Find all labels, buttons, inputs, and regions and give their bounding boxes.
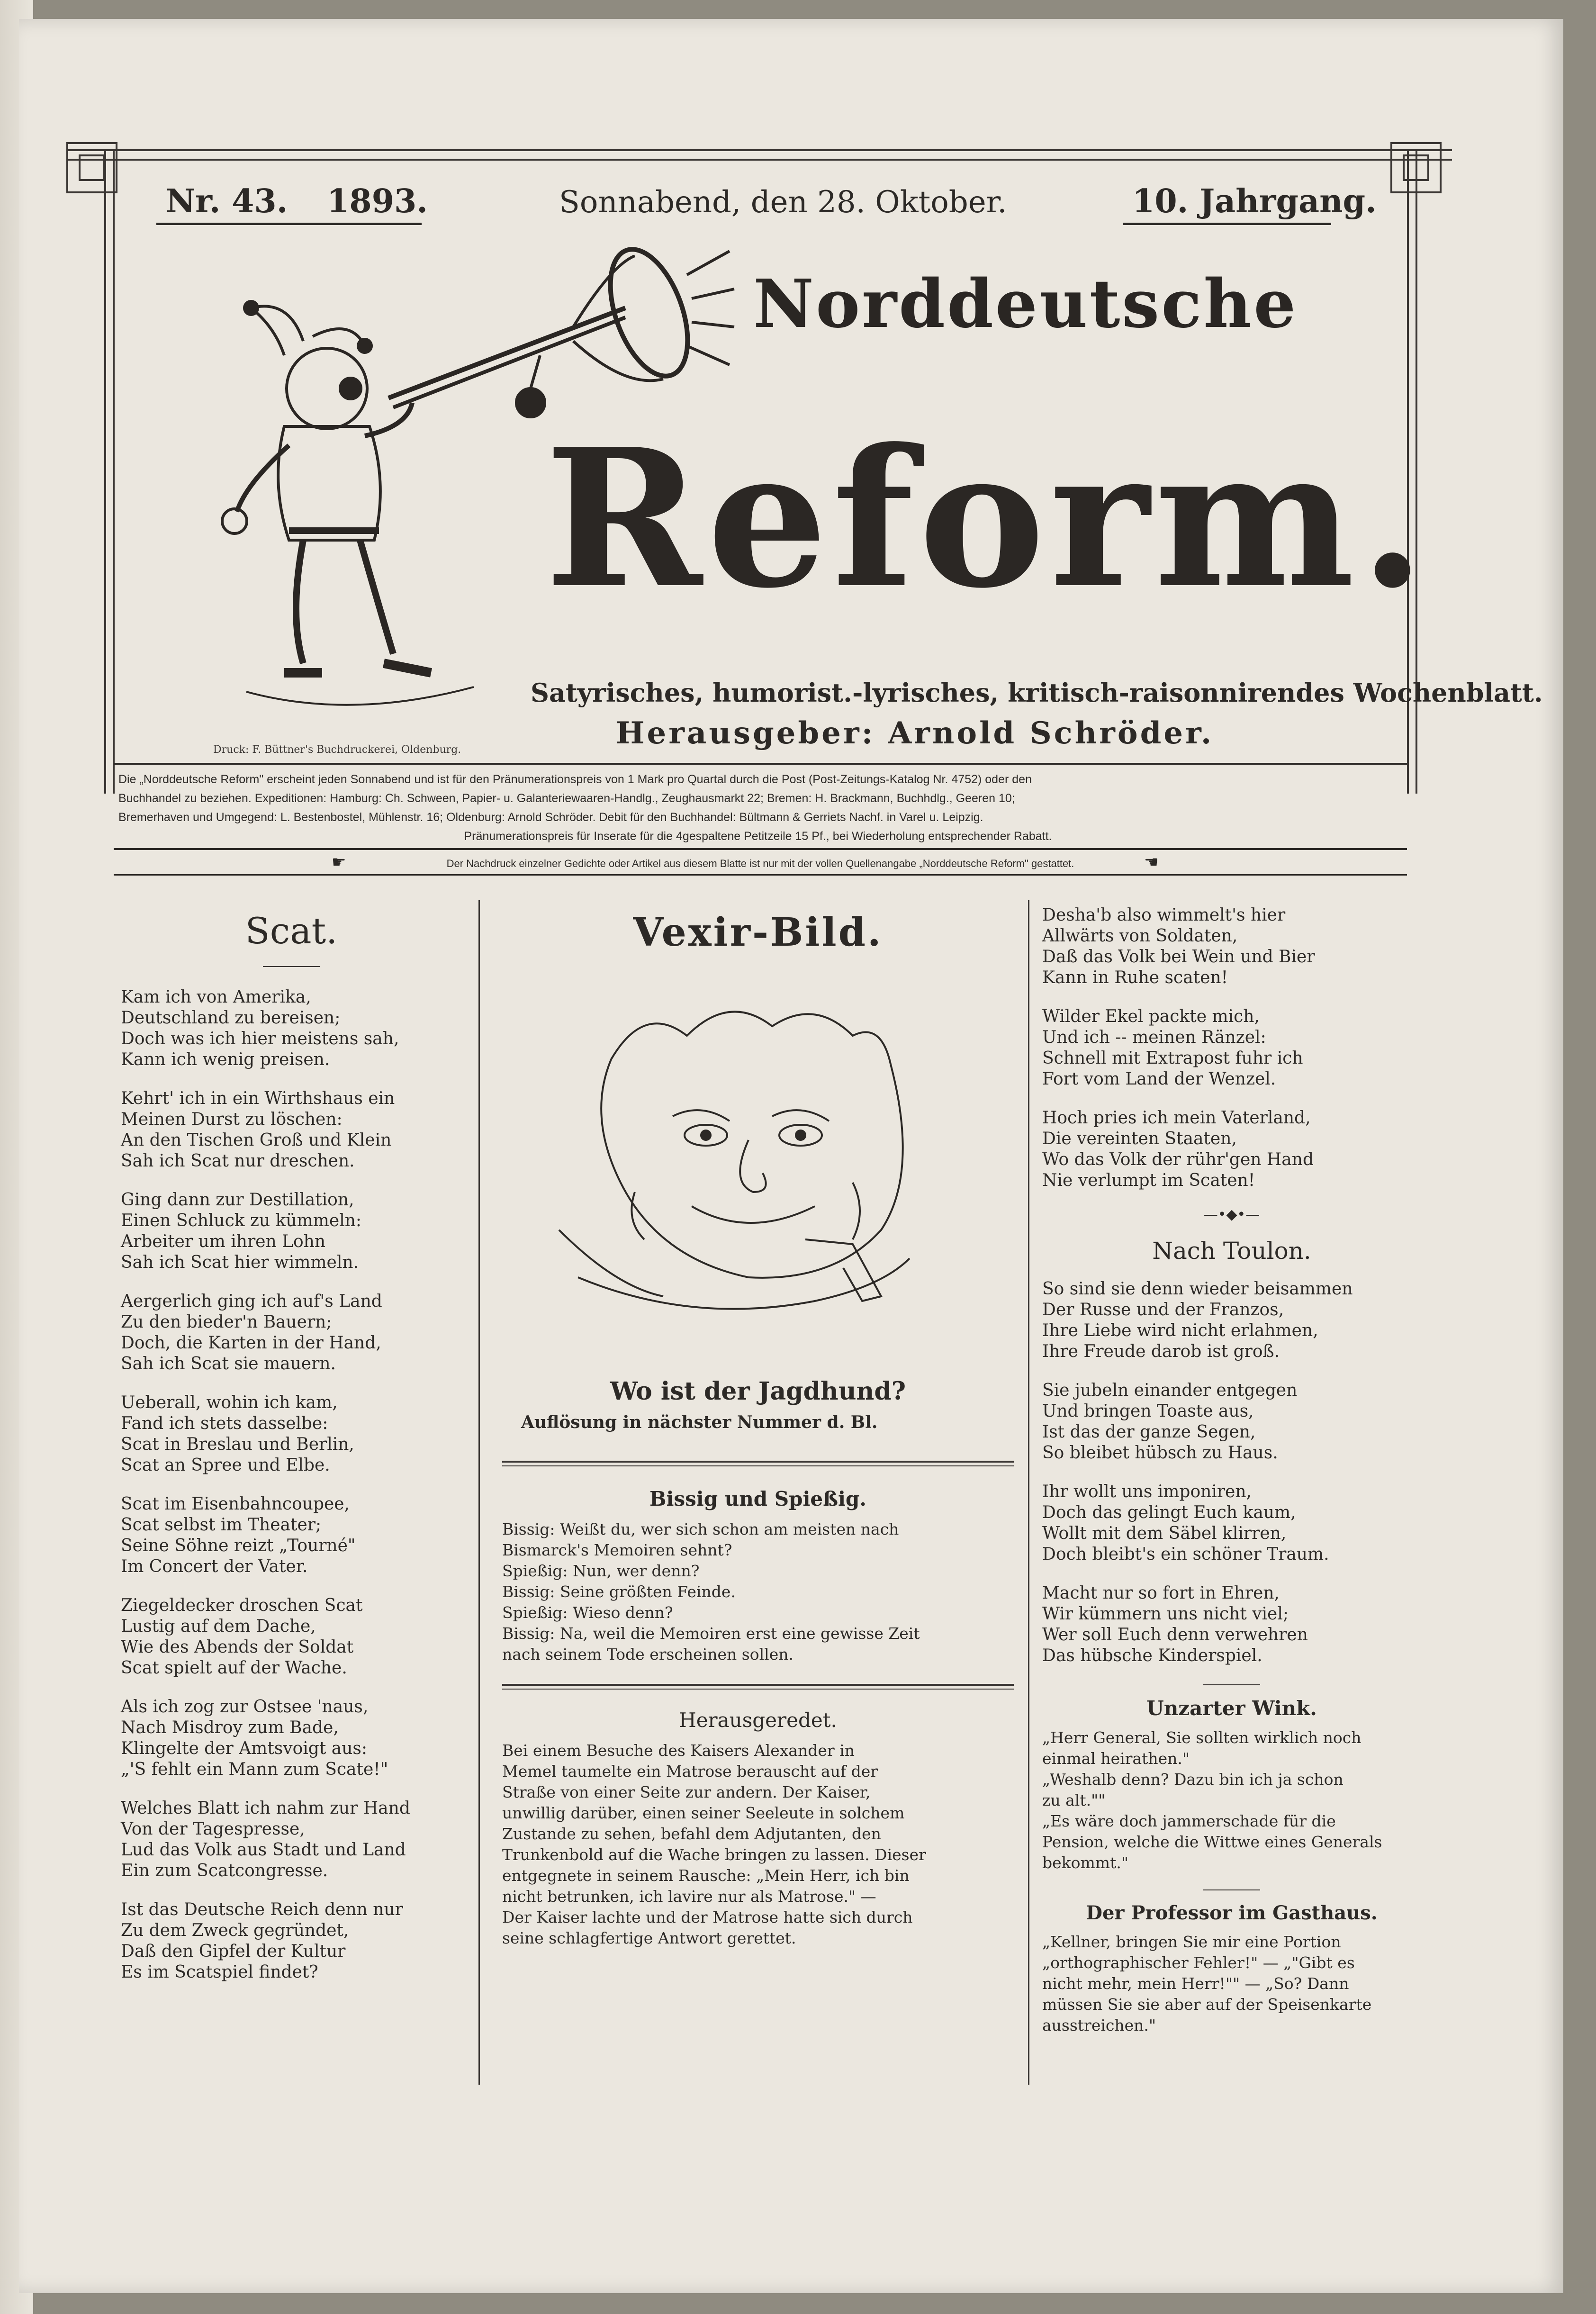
poem-line: Als ich zog zur Ostsee 'naus,	[121, 1697, 369, 1717]
poem-line: Und ich -- meinen Ränzel:	[1042, 1028, 1266, 1047]
anecdote-line: Trunkenbold auf die Wache bringen zu lassen. Dieser	[502, 1845, 926, 1864]
dialog-line: Spießig: Wieso denn?	[502, 1603, 673, 1622]
poem-line: Meinen Durst zu löschen:	[121, 1110, 343, 1129]
frame-corner-ornament	[66, 142, 117, 193]
stanza	[121, 1291, 462, 1374]
poem-scat-continued	[1042, 905, 1421, 1191]
info-box-bottom-rule	[114, 848, 1407, 850]
poem-line: Zu dem Zweck gegründet,	[121, 1921, 349, 1940]
poem-line: Doch, die Karten in der Hand,	[121, 1333, 381, 1353]
wink-line: Pension, welche die Wittwe eines Generals	[1042, 1833, 1382, 1851]
frame-border-top	[66, 149, 1452, 161]
stanza	[121, 1088, 462, 1172]
header-bottom-rule	[114, 874, 1407, 876]
masthead-publisher: Herausgeber: Arnold Schröder.	[616, 715, 1214, 751]
poem-line: Zu den bieder'n Bauern;	[121, 1312, 332, 1332]
stanza	[121, 1595, 462, 1679]
anecdote-line: Memel taumelte ein Matrose berauscht auf der	[502, 1762, 878, 1781]
poem-line: Scat an Spree und Elbe.	[121, 1455, 330, 1475]
poem-line: Es im Scatspiel findet?	[121, 1962, 318, 1982]
subscription-info	[118, 770, 1398, 846]
poem-line: Macht nur so fort in Ehren,	[1042, 1583, 1280, 1603]
poem-line: So bleibet hübsch zu Haus.	[1042, 1443, 1278, 1463]
poem-line: Wir kümmern uns nicht viel;	[1042, 1604, 1289, 1624]
poem-line: Von der Tagespresse,	[121, 1819, 305, 1839]
stanza	[121, 987, 462, 1070]
dialog-title: Bissig und Spießig.	[649, 1487, 866, 1510]
poem-line: Und bringen Toaste aus,	[1042, 1401, 1254, 1421]
poem-line: Das hübsche Kinderspiel.	[1042, 1646, 1262, 1665]
poem-line: Lud das Volk aus Stadt und Land	[121, 1840, 406, 1860]
toulon-title: Nach Toulon.	[1152, 1237, 1311, 1265]
reprint-notice: Der Nachdruck einzelner Gedichte oder Artikel aus diesem Blatte ist nur mit der vollen Quellenangabe „Norddeutsche Reform" gestattet.	[446, 858, 1074, 869]
poem-line: Scat spielt auf der Wache.	[121, 1658, 347, 1678]
dialog-line: Spießig: Nun, wer denn?	[502, 1562, 700, 1580]
poem-line: Nie verlumpt im Scaten!	[1042, 1171, 1255, 1190]
column-divider	[478, 900, 480, 2085]
poem-line: So sind sie denn wieder beisammen	[1042, 1279, 1353, 1299]
poem-line: Scat in Breslau und Berlin,	[121, 1435, 354, 1454]
poem-line: Schnell mit Extrapost fuhr ich	[1042, 1049, 1303, 1068]
anecdote-line: Zustande zu sehen, befahl dem Adjutanten, den	[502, 1825, 881, 1843]
poem-line: Doch das gelingt Euch kaum,	[1042, 1503, 1296, 1522]
poem-line: Nach Misdroy zum Bade,	[121, 1718, 339, 1737]
poem-line: Fand ich stets dasselbe:	[121, 1414, 328, 1433]
stanza	[1042, 1583, 1421, 1666]
masthead-title-line1: Norddeutsche	[753, 265, 1298, 343]
poem-line: Sah ich Scat nur dreschen.	[121, 1151, 355, 1171]
masthead-subtitle: Satyrisches, humorist.-lyrisches, kritisch-raisonnirendes Wochenblatt.	[531, 678, 1543, 708]
professor-title: Der Professor im Gasthaus.	[1086, 1902, 1378, 1924]
anecdote-line: seine schlagfertige Antwort gerettet.	[502, 1929, 796, 1947]
stanza	[1042, 1006, 1421, 1090]
poem-line: Einen Schluck zu kümmeln:	[121, 1211, 362, 1230]
poem-line: Wilder Ekel packte mich,	[1042, 1007, 1260, 1026]
poem-line: Aergerlich ging ich auf's Land	[121, 1292, 382, 1311]
professor-line: „Kellner, bringen Sie mir eine Portion	[1042, 1933, 1341, 1951]
stanza	[1042, 1380, 1421, 1464]
issue-underline	[156, 223, 422, 225]
dialog-line: Bissig: Na, weil die Memoiren erst eine gewisse Zeit	[502, 1624, 920, 1643]
wink-line: „Herr General, Sie sollten wirklich noch	[1042, 1728, 1362, 1747]
puzzle-picture-illustration	[550, 993, 966, 1334]
ornament-divider: —•◆•—	[1203, 1206, 1260, 1223]
poem-line: Hoch pries ich mein Vaterland,	[1042, 1108, 1311, 1128]
anecdote-line: Straße von einer Seite zur andern. Der Kaiser,	[502, 1783, 871, 1801]
poem-line: Wo das Volk der rühr'gen Hand	[1042, 1150, 1314, 1169]
poem-line: Scat im Eisenbahncoupee,	[121, 1494, 350, 1514]
wink-line: einmal heirathen."	[1042, 1749, 1190, 1768]
wink-line: „Es wäre doch jammerschade für die	[1042, 1812, 1336, 1830]
issue-date: Sonnabend, den 28. Oktober.	[559, 185, 1007, 220]
anecdote-line: Bei einem Besuche des Kaisers Alexander in	[502, 1741, 855, 1760]
stanza	[1042, 905, 1421, 988]
poem-line: Ziegeldecker droschen Scat	[121, 1596, 363, 1615]
poem-title: Scat.	[245, 910, 338, 952]
poem-toulon	[1042, 1279, 1421, 1666]
poem-line: „'S fehlt ein Mann zum Scate!"	[121, 1760, 388, 1779]
section-divider	[502, 1689, 1014, 1690]
short-divider	[1203, 1684, 1260, 1685]
info-box-top-rule	[114, 763, 1407, 765]
poem-line: Sie jubeln einander entgegen	[1042, 1381, 1298, 1400]
poem-line: Arbeiter um ihren Lohn	[121, 1232, 326, 1251]
wink-line: bekommt."	[1042, 1853, 1129, 1872]
anecdote-line: entgegnete in seinem Rausche: „Mein Herr, ich bin	[502, 1866, 910, 1885]
poem-line: Ein zum Scatcongresse.	[121, 1861, 328, 1880]
stanza	[121, 1190, 462, 1273]
poem-line: An den Tischen Groß und Klein	[121, 1130, 392, 1150]
poem-line: Wer soll Euch denn verwehren	[1042, 1625, 1308, 1645]
poem-line: Ihr wollt uns imponiren,	[1042, 1482, 1252, 1501]
frame-corner-ornament	[1390, 142, 1442, 193]
poem-line: Fort vom Land der Wenzel.	[1042, 1069, 1276, 1089]
wink-line: zu alt.""	[1042, 1791, 1106, 1809]
pointing-hand-icon: ☛	[332, 853, 346, 872]
masthead-title-line2: Reform.	[545, 407, 1431, 630]
poem-line: Kehrt' ich in ein Wirthshaus ein	[121, 1089, 395, 1108]
section-divider	[502, 1465, 1014, 1466]
poem-line: Im Concert der Vater.	[121, 1557, 308, 1576]
info-line: Bremerhaven und Umgegend: L. Bestenbostel, Mühlenstr. 16; Oldenburg: Arnold Schröder. Debit für den Buchhandel: Bültmann & Gerriets Nachf. in Varel u. Leipzig.	[118, 811, 983, 824]
stanza	[1042, 1108, 1421, 1191]
poem-line: Die vereinten Staaten,	[1042, 1129, 1237, 1148]
poem-line: Ihre Liebe wird nicht erlahmen,	[1042, 1321, 1318, 1340]
poem-line: Scat selbst im Theater;	[121, 1515, 322, 1535]
stanza	[121, 1798, 462, 1881]
printer-credit: Druck: F. Büttner's Buchdruckerei, Oldenburg.	[213, 744, 461, 756]
poem-line: Kann in Ruhe scaten!	[1042, 968, 1228, 987]
poem-scat	[121, 910, 462, 2001]
stanza	[121, 1899, 462, 1983]
professor-line: ausstreichen."	[1042, 2016, 1156, 2034]
poem-line: Doch bleibt's ein schöner Traum.	[1042, 1545, 1329, 1564]
poem-line: Wie des Abends der Soldat	[121, 1637, 354, 1657]
poem-line: Allwärts von Soldaten,	[1042, 926, 1238, 946]
volume-number: 10. Jahrgang.	[1132, 182, 1377, 220]
poem-line: Ging dann zur Destillation,	[121, 1190, 354, 1210]
poem-line: Ihre Freude darob ist groß.	[1042, 1342, 1280, 1361]
poem-line: Desha'b also wimmelt's hier	[1042, 905, 1286, 925]
poem-line: Kann ich wenig preisen.	[121, 1050, 330, 1069]
anecdote-line: Der Kaiser lachte und der Matrose hatte sich durch	[502, 1908, 913, 1926]
pointing-hand-icon: ☚	[1144, 853, 1159, 872]
dialog-line: Bissig: Weißt du, wer sich schon am meisten nach	[502, 1520, 899, 1538]
issue-number: Nr. 43.	[166, 182, 288, 220]
poem-line: Doch was ich hier meistens sah,	[121, 1029, 399, 1049]
dialog-line: Bismarck's Memoiren sehnt?	[502, 1541, 732, 1559]
anecdote-title: Herausgeredet.	[679, 1708, 837, 1732]
stanza	[121, 1697, 462, 1780]
poem-line: Lustig auf dem Dache,	[121, 1617, 316, 1636]
dialog-text	[502, 1519, 1014, 1665]
stanza	[121, 1392, 462, 1476]
poem-line: Kam ich von Amerika,	[121, 987, 311, 1007]
anecdote-line: nicht betrunken, ich lavire nur als Matrose." —	[502, 1887, 876, 1906]
short-divider	[1203, 1889, 1260, 1890]
professor-text	[1042, 1932, 1421, 2036]
puzzle-title: Vexir-Bild.	[633, 910, 883, 955]
anecdote-line: unwillig darüber, einen seiner Seeleute in solchem	[502, 1804, 905, 1822]
dialog-line: nach seinem Tode erscheinen sollen.	[502, 1645, 793, 1663]
title-divider	[263, 966, 320, 967]
poem-line: Daß das Volk bei Wein und Bier	[1042, 947, 1315, 967]
poem-stanzas	[121, 987, 462, 1983]
poem-line: Der Russe und der Franzos,	[1042, 1300, 1284, 1320]
poem-line: Sah ich Scat sie mauern.	[121, 1354, 336, 1374]
info-line: Buchhandel zu beziehen. Expeditionen: Hamburg: Ch. Schween, Papier- u. Galanteriewaaren-Handlg., Zeughausmarkt 22; Bremen: H. Brackmann, Buchhdlg., Geeren 10;	[118, 792, 1015, 805]
stanza	[1042, 1482, 1421, 1565]
volume-underline	[1123, 223, 1331, 225]
anecdote-text	[502, 1740, 1014, 1949]
section-divider	[502, 1684, 1014, 1686]
wink-title: Unzarter Wink.	[1146, 1697, 1317, 1720]
issue-year: 1893.	[327, 182, 428, 220]
wink-text	[1042, 1727, 1421, 1873]
poem-line: Daß den Gipfel der Kultur	[121, 1942, 346, 1961]
right-column	[1042, 905, 1421, 2036]
middle-column	[502, 910, 1014, 1949]
dialog-line: Bissig: Seine größten Feinde.	[502, 1582, 736, 1601]
professor-line: nicht mehr, mein Herr!"" — „So? Dann	[1042, 1974, 1349, 1993]
column-divider	[1028, 900, 1029, 2085]
stanza	[121, 1494, 462, 1577]
poem-line: Ueberall, wohin ich kam,	[121, 1393, 338, 1412]
puzzle-caption-sub: Auflösung in nächster Nummer d. Bl.	[521, 1412, 878, 1432]
poem-line: Ist das der ganze Segen,	[1042, 1422, 1256, 1442]
wink-line: „Weshalb denn? Dazu bin ich ja schon	[1042, 1770, 1344, 1789]
puzzle-caption: Wo ist der Jagdhund?	[610, 1377, 906, 1406]
poem-line: Deutschland zu bereisen;	[121, 1008, 341, 1028]
poem-line: Seine Söhne reizt „Tourné"	[121, 1536, 356, 1555]
poem-line: Wollt mit dem Säbel klirren,	[1042, 1524, 1287, 1543]
section-divider	[502, 1461, 1014, 1463]
frame-border-left	[104, 149, 115, 794]
poem-line: Ist das Deutsche Reich denn nur	[121, 1900, 403, 1919]
poem-line: Welches Blatt ich nahm zur Hand	[121, 1799, 410, 1818]
info-line: Pränumerationspreis für Inserate für die 4gespaltene Petitzeile 15 Pf., bei Wiederholung entsprechender Rabatt.	[464, 830, 1052, 843]
stanza	[1042, 1279, 1421, 1362]
professor-line: müssen Sie sie aber auf der Speisenkarte	[1042, 1995, 1372, 2014]
poem-line: Klingelte der Amtsvoigt aus:	[121, 1739, 367, 1758]
poem-line: Sah ich Scat hier wimmeln.	[121, 1253, 359, 1272]
professor-line: „orthographischer Fehler!" — „"Gibt es	[1042, 1953, 1355, 1972]
info-line: Die „Norddeutsche Reform" erscheint jeden Sonnabend und ist für den Pränumerationspreis von 1 Mark pro Quartal durch die Post (Post-Zeitungs-Katalog Nr. 4752) oder den	[118, 773, 1032, 786]
